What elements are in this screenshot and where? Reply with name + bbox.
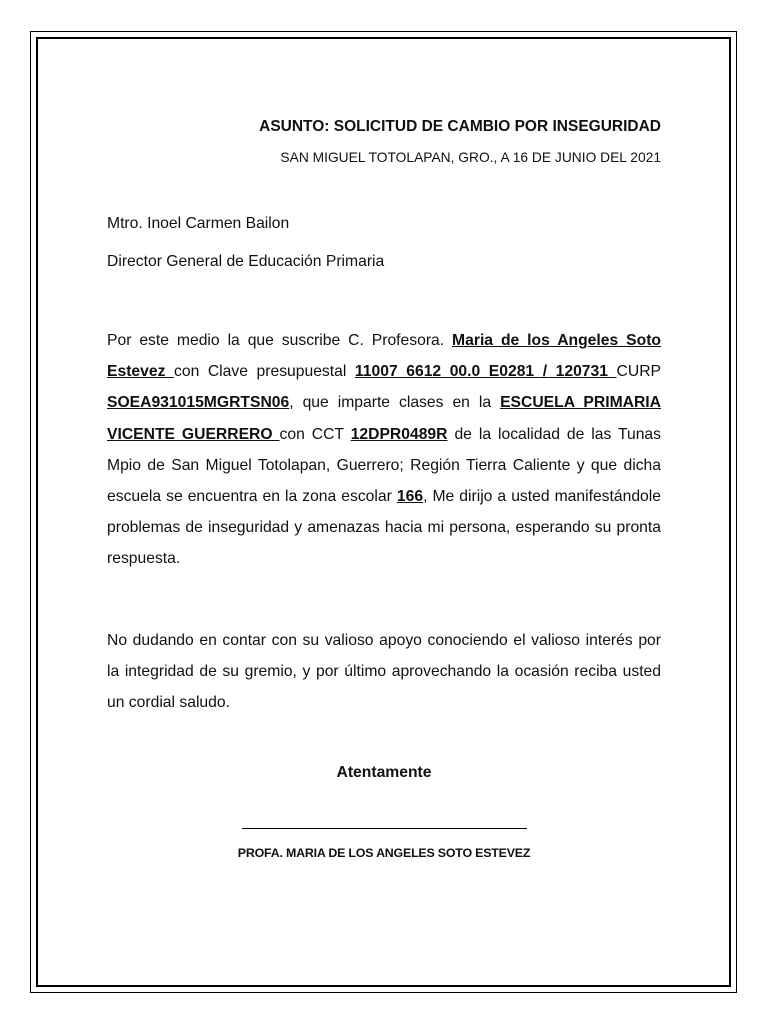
school-name: ESCUELA PRIMARIA VICENTE GUERRERO <box>107 394 661 443</box>
letter-content <box>107 118 661 860</box>
body1-text-2: con Clave presupuestal <box>174 363 355 381</box>
signature-line <box>242 828 527 829</box>
body1-text-7: , Me dirijo a usted manifestándole problemas de inseguridad y amenazas hacia mi persona, esperando su pronta respuesta. <box>107 488 661 568</box>
school-zone: 166 <box>396 488 424 506</box>
recipient-title: Director General de Educación Primaria <box>107 253 385 270</box>
recipient-name: Mtro. Inoel Carmen Bailon <box>107 215 290 232</box>
body1-text-5: con CCT <box>279 425 351 443</box>
body1-text-4: , que imparte clases en la <box>289 394 501 412</box>
body-paragraph-1 <box>107 325 661 575</box>
body-paragraph-2: No dudando en contar con su valioso apoyo conociendo el valioso interés por la integridad de su gremio, y por último aprovechando la ocasión reciba usted un cordial saludo. <box>107 631 661 712</box>
letter-subject: ASUNTO: SOLICITUD DE CAMBIO POR INSEGURIDAD <box>259 118 661 135</box>
cct-code: 12DPR0489R <box>350 425 448 443</box>
place-date-line: SAN MIGUEL TOTOLAPAN, GRO., A 16 DE JUNIO DEL 2021 <box>280 150 661 165</box>
body1-text-3: CURP <box>616 363 661 381</box>
budget-key: 11007 6612 00.0 E0281 / 120731 <box>354 363 617 381</box>
closing-salutation: Atentamente <box>336 764 432 782</box>
teacher-name: Maria de los Angeles Soto Estevez <box>107 332 661 381</box>
body1-text-1: Por este medio la que suscribe C. Profesora. <box>107 332 453 349</box>
body1-text-6: de la localidad de las Tunas Mpio de San Miguel Totolapan, Guerrero; Región Tierra Caliente y que dicha escuela se encuentra en la zona escolar <box>107 425 661 506</box>
signature-name: PROFA. MARIA DE LOS ANGELES SOTO ESTEVEZ <box>237 846 531 861</box>
curp-code: SOEA931015MGRTSN06 <box>107 394 290 412</box>
